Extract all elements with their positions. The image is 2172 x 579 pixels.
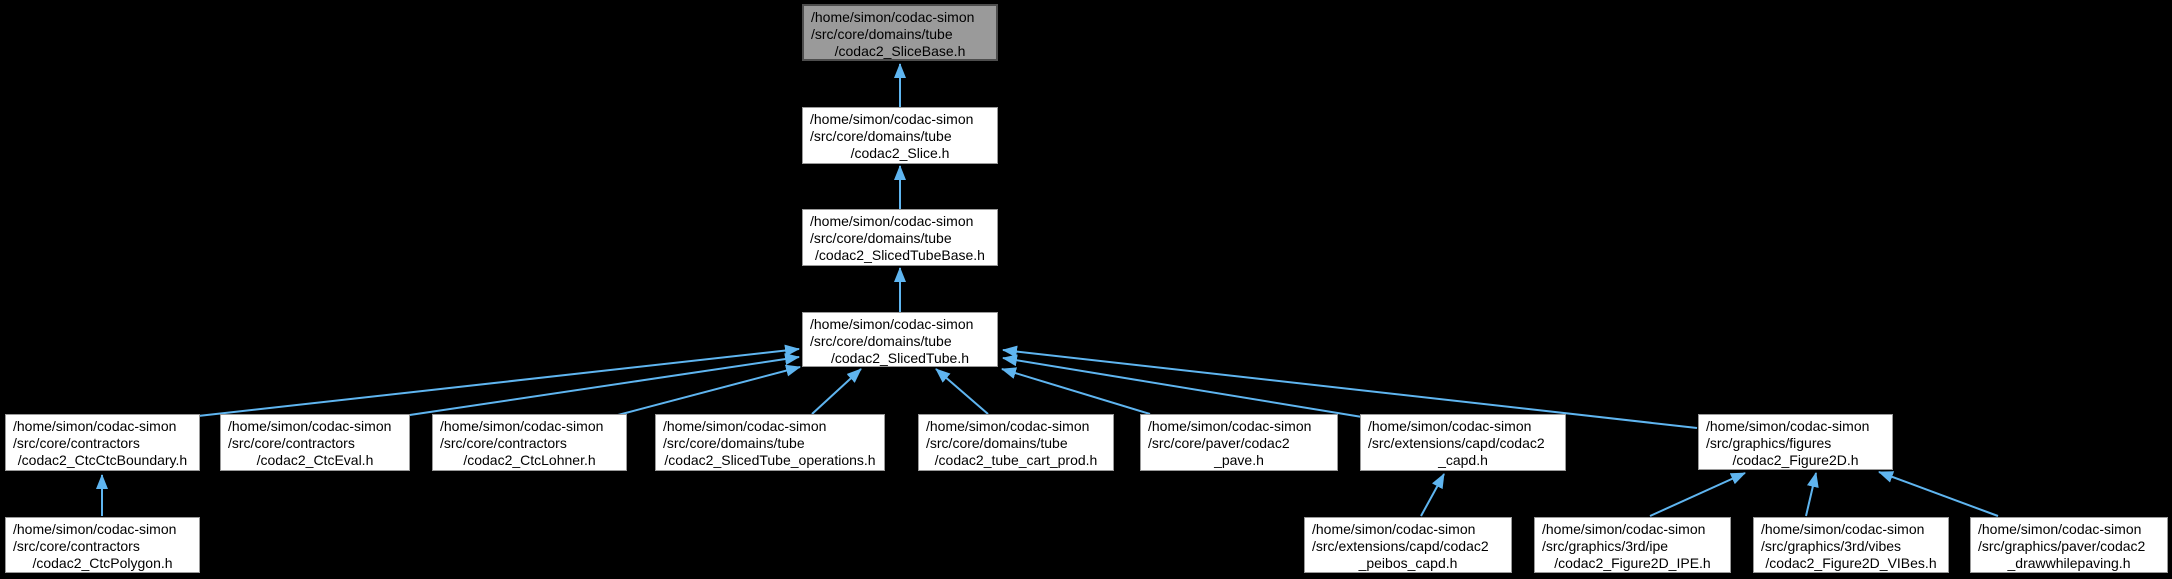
node-label-line: /codac2_SliceBase.h <box>834 43 966 59</box>
edge-capd-to-slicedtube <box>1003 358 1362 417</box>
node-label-line: /home/simon/codac-simon <box>1368 418 1532 434</box>
node-label-line: /src/core/paver/codac2 <box>1148 435 1290 451</box>
edge-pave-to-slicedtube <box>1002 369 1150 414</box>
edge-drawwhilepaving-to-figure2d <box>1879 472 1998 516</box>
node-label-line: /src/graphics/figures <box>1706 435 1832 451</box>
node-label-line: _capd.h <box>1438 452 1488 468</box>
node-label-line: /src/core/contractors <box>228 435 355 451</box>
node-label-line: /src/extensions/capd/codac2 <box>1368 435 1545 451</box>
node-label-line: /home/simon/codac-simon <box>440 418 604 434</box>
graph-node-peibos_capd[interactable] <box>1304 517 1512 573</box>
graph-node-figure2d_ipe[interactable] <box>1534 517 1731 573</box>
node-label-line: /codac2_CtcLohner.h <box>463 452 596 468</box>
node-label-line: /codac2_SlicedTube_operations.h <box>664 452 876 468</box>
node-label-line: /codac2_CtcEval.h <box>256 452 374 468</box>
node-label-line: /src/graphics/paver/codac2 <box>1978 538 2146 554</box>
graph-node-slice[interactable] <box>802 107 998 164</box>
node-label-line: /codac2_CtcCtcBoundary.h <box>17 452 188 468</box>
node-label-line: /home/simon/codac-simon <box>1312 521 1476 537</box>
edge-figure2d_vibes-to-figure2d <box>1806 473 1816 516</box>
node-label-line: /src/core/domains/tube <box>810 333 952 349</box>
graph-node-figure2d[interactable] <box>1698 414 1893 470</box>
edge-ctclohner-to-slicedtube <box>618 367 800 415</box>
node-label-line: /codac2_SlicedTubeBase.h <box>815 247 985 263</box>
node-label-line: /codac2_CtcPolygon.h <box>32 555 173 571</box>
node-label-line: /src/graphics/3rd/vibes <box>1761 538 1902 554</box>
graph-node-figure2d_vibes[interactable] <box>1753 517 1949 573</box>
node-label-line: /home/simon/codac-simon <box>228 418 392 434</box>
node-label-line: /src/extensions/capd/codac2 <box>1312 538 1489 554</box>
node-label-line: /src/core/contractors <box>13 538 140 554</box>
node-label-line: /home/simon/codac-simon <box>926 418 1090 434</box>
edge-ctcctcboundary-to-slicedtube <box>198 349 799 416</box>
node-label-line: /home/simon/codac-simon <box>1542 521 1706 537</box>
graph-node-slicedtube[interactable] <box>802 312 998 367</box>
node-label-line: /codac2_tube_cart_prod.h <box>934 452 1098 468</box>
node-label-line: /home/simon/codac-simon <box>810 213 974 229</box>
node-label-line: _peibos_capd.h <box>1358 555 1458 571</box>
graph-node-slicedtube_operations[interactable] <box>655 414 885 471</box>
node-label-line: /codac2_Slice.h <box>850 145 950 161</box>
node-label-line: /src/graphics/3rd/ipe <box>1542 538 1669 554</box>
node-label-line: /home/simon/codac-simon <box>663 418 827 434</box>
graph-node-slicedtubebase[interactable] <box>802 209 998 266</box>
node-label-line: /home/simon/codac-simon <box>1761 521 1925 537</box>
edge-peibos_capd-to-capd <box>1421 474 1444 516</box>
graph-node-slicebase <box>802 4 998 61</box>
node-label-line: /src/core/domains/tube <box>811 26 953 42</box>
graph-node-ctcctcboundary[interactable] <box>5 414 200 471</box>
graph-node-ctcpolygon[interactable] <box>5 517 200 573</box>
node-label-line: /codac2_Figure2D_VIBes.h <box>1765 555 1937 571</box>
node-label-line: /home/simon/codac-simon <box>1706 418 1870 434</box>
node-label-line: /home/simon/codac-simon <box>1148 418 1312 434</box>
node-label-line: /home/simon/codac-simon <box>13 521 177 537</box>
graph-node-drawwhilepaving[interactable] <box>1970 517 2168 573</box>
node-label-line: _drawwhilepaving.h <box>2007 555 2131 571</box>
node-label-line: _pave.h <box>1214 452 1264 468</box>
node-label-line: /src/core/contractors <box>440 435 567 451</box>
node-label-line: /codac2_SlicedTube.h <box>830 350 970 366</box>
node-label-line: /home/simon/codac-simon <box>811 9 975 25</box>
node-label-line: /src/core/domains/tube <box>810 128 952 144</box>
graph-node-ctceval[interactable] <box>220 414 410 471</box>
edge-slicedtube_operations-to-slicedtube <box>812 369 861 414</box>
node-label-line: /src/core/domains/tube <box>810 230 952 246</box>
node-label-line: /codac2_Figure2D.h <box>1732 452 1859 468</box>
node-label-line: /home/simon/codac-simon <box>810 316 974 332</box>
node-label-line: /codac2_Figure2D_IPE.h <box>1554 555 1711 571</box>
node-label-line: /home/simon/codac-simon <box>13 418 177 434</box>
node-label-line: /src/core/domains/tube <box>663 435 805 451</box>
edge-tube_cart_prod-to-slicedtube <box>936 369 988 414</box>
node-label-line: /home/simon/codac-simon <box>1978 521 2142 537</box>
graph-node-tube_cart_prod[interactable] <box>918 414 1114 471</box>
node-label-line: /src/core/domains/tube <box>926 435 1068 451</box>
node-label-line: /home/simon/codac-simon <box>810 111 974 127</box>
node-label-line: /src/core/contractors <box>13 435 140 451</box>
graph-node-capd[interactable] <box>1360 414 1566 471</box>
graph-node-ctclohner[interactable] <box>432 414 627 471</box>
graph-node-pave[interactable] <box>1140 414 1338 471</box>
edge-figure2d_ipe-to-figure2d <box>1650 473 1745 516</box>
